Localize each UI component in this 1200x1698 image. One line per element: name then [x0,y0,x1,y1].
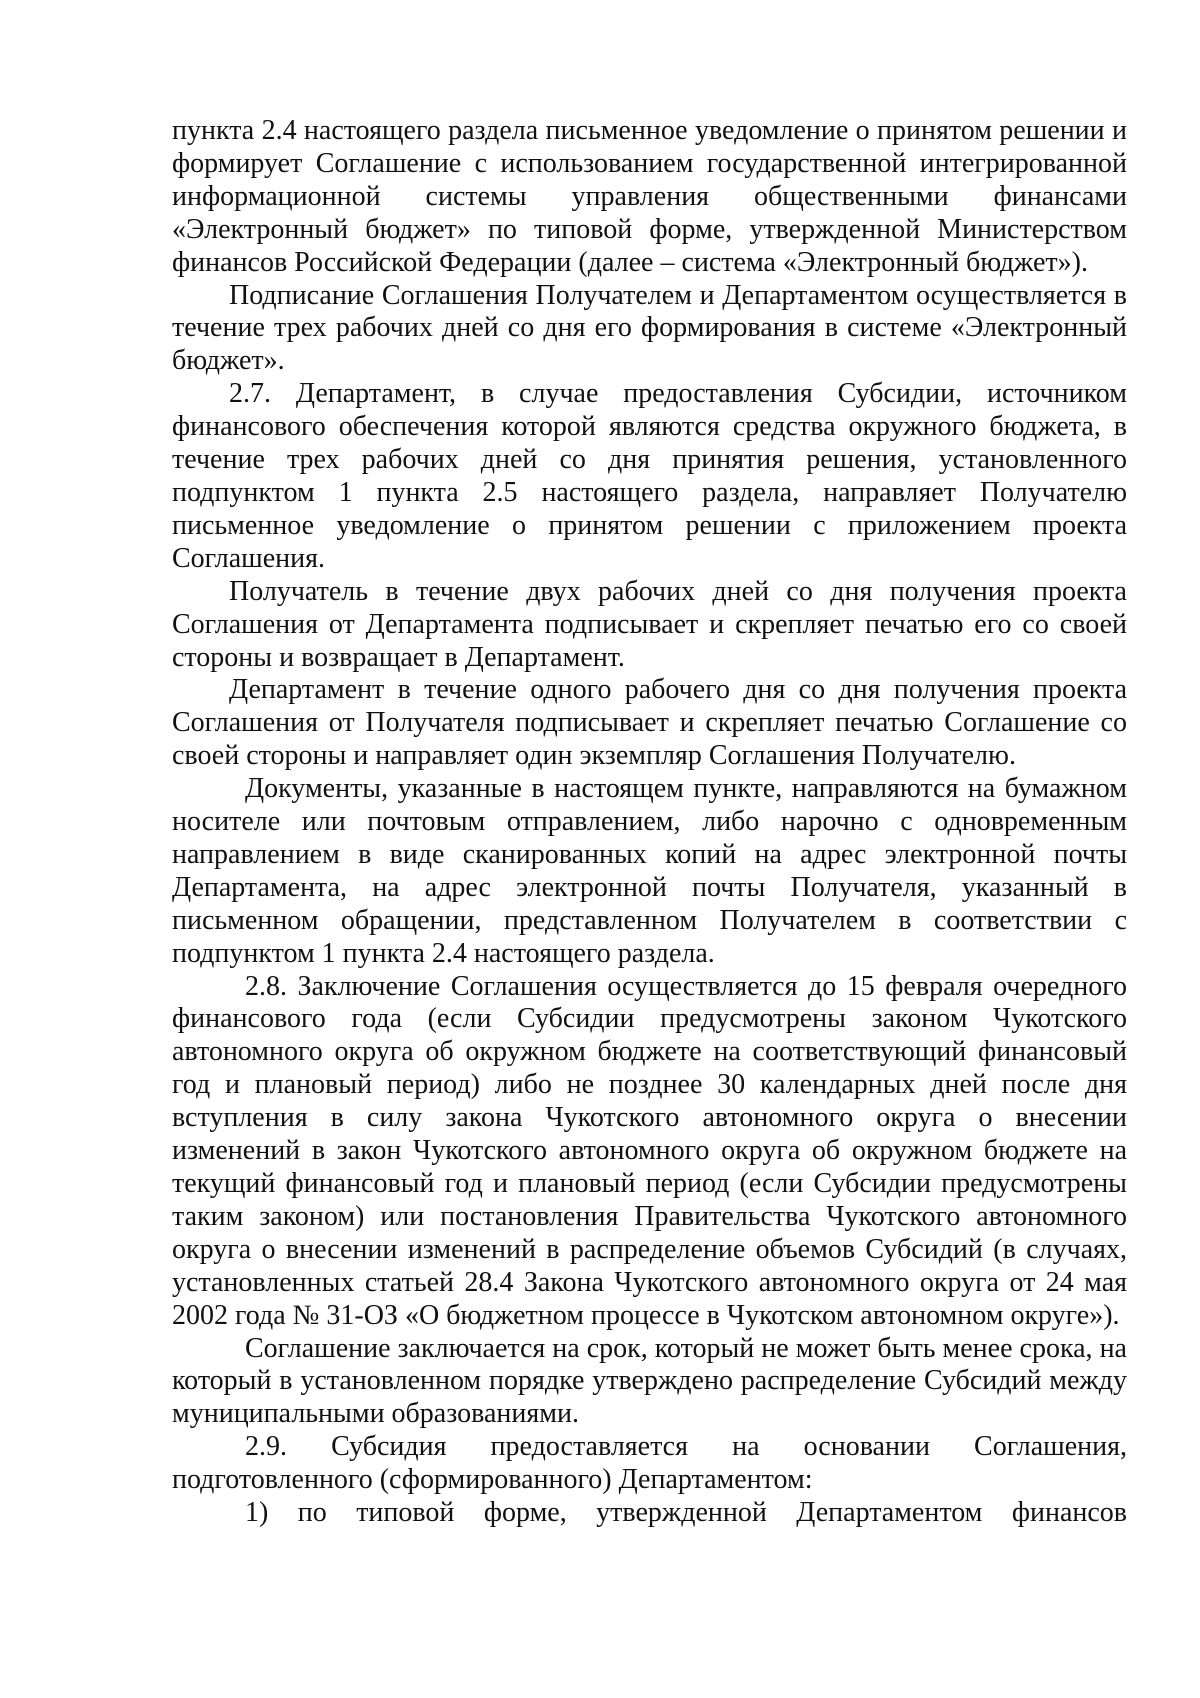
paragraph-2-8: 2.8. Заключение Соглашения осуществляется до 15 февраля очередного финансового года (если Субсидии предусмотрены законом Чукотского автономного округа об окружном бюджете на соответствующий финансовый год и плановый период) либо не позднее 30 календарных дней после дня вступления в силу закона Чукотского автономного округа о внесении изменений в закон Чукотского автономного округа об окружном бюджете на текущий финансовый год и плановый период (если Субсидии предусмотрены таким законом) или постановления Правительства Чукотского автономного округа о внесении изменений в распределение объемов Субсидий (в случаях, установленных статьей 28.4 Закона Чукотского автономного округа от 24 мая 2002 года № 31-ОЗ «О бюджетном процессе в Чукотском автономном округе»). [172,970,1127,1331]
paragraph-continuation: пункта 2.4 настоящего раздела письменное уведомление о принятом решении и формирует Соглашение с использованием государственной интегрированной информационной системы управления общественными финансами «Электронный бюджет» по типовой форме, утвержденной Министерством финансов Российской Федерации (далее – система «Электронный бюджет»). [172,115,1127,278]
paragraph-agreement-term: Соглашение заключается на срок, который не может быть менее срока, на который в установленном порядке утверждено распределение Субсидий между муниципальными образованиями. [172,1332,1127,1430]
paragraph-2-9: 2.9. Субсидия предоставляется на основании Соглашения, подготовленного (сформированного) Департаментом: [172,1431,1127,1496]
document-page [172,115,1127,1530]
paragraph-documents: Документы, указанные в настоящем пункте, направляются на бумажном носителе или почтовым отправлением, либо нарочно с одновременным направлением в виде сканированных копий на адрес электронной почты Департамента, на адрес электронной почты Получателя, указанный в письменном обращении, представленном Получателем в соответствии с подпунктом 1 пункта 2.4 настоящего раздела. [172,773,1127,969]
paragraph-recipient-signs: Получатель в течение двух рабочих дней со дня получения проекта Соглашения от Департамента подписывает и скрепляет печатью его со своей стороны и возвращает в Департамент. [172,575,1127,673]
paragraph-2-7: 2.7. Департамент, в случае предоставления Субсидии, источником финансового обеспечения которой являются средства окружного бюджета, в течение трех рабочих дней со дня принятия решения, установленного подпунктом 1 пункта 2.5 настоящего раздела, направляет Получателю письменное уведомление о принятом решении с приложением проекта Соглашения. [172,378,1127,574]
paragraph-signing: Подписание Соглашения Получателем и Департаментом осуществляется в течение трех рабочих дней со дня его формирования в системе «Электронный бюджет». [172,279,1127,377]
paragraph-item-1: 1) по типовой форме, утвержденной Департаментом финансов [245,1497,1127,1529]
paragraph-department-signs: Департамент в течение одного рабочего дня со дня получения проекта Соглашения от Получателя подписывает и скрепляет печатью Соглашение со своей стороны и направляет один экземпляр Соглашения Получателю. [172,674,1127,772]
